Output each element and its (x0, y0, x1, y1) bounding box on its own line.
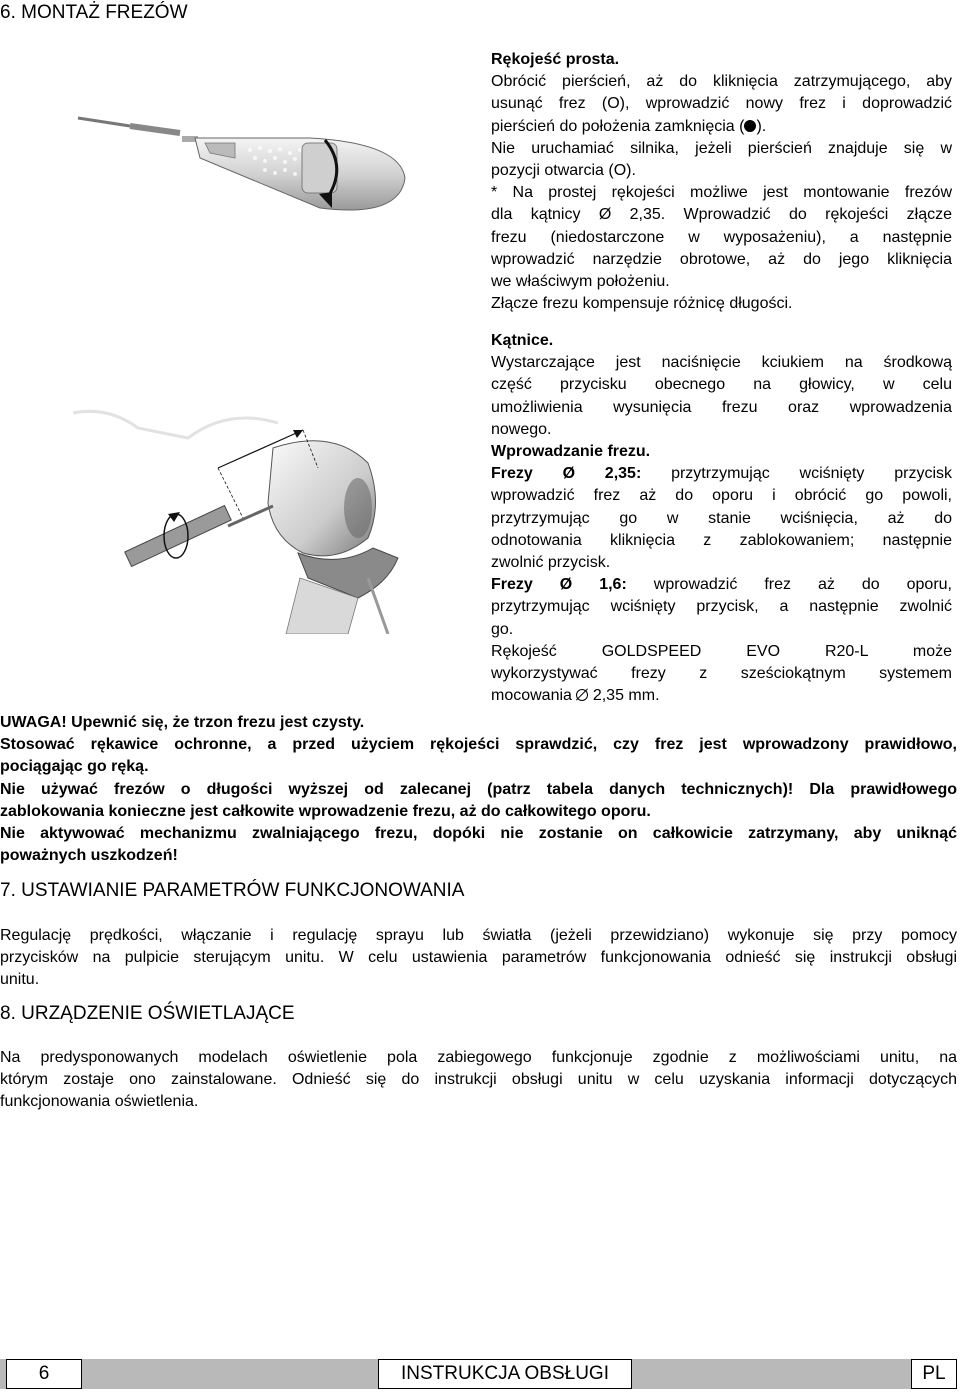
bur-235-line: przytrzymując go w stanie wciśnięcia, aż do (491, 509, 952, 527)
warning-line: poważnych uszkodzeń! (0, 847, 178, 865)
ring-closed-line (491, 116, 952, 138)
ring-closed-text: pierścień do położenia zamknięcia ( (491, 117, 745, 135)
straight-line: Złącze frezu kompensuje różnicę długości. (491, 295, 793, 313)
diameter-icon (576, 689, 588, 701)
straight-line: dla kątnicy Ø 2,35. Wprowadzić do rękojeści złącze (491, 206, 952, 224)
warning-line: Stosować rękawice ochronne, a przed użyciem rękojeści sprawdzić, czy frez jest wprowadzony prawidłowo, (0, 736, 957, 754)
contra-angle-section (491, 330, 952, 707)
section-7-line: Regulację prędkości, włączanie i regulację sprayu lub światła (jeżeli przewidziano) wykonuje się przy pomocy (0, 927, 957, 944)
straight-line: * Na prostej rękojeści możliwe jest montowanie frezów (491, 184, 952, 202)
bur-235-line: wprowadzić frez aż do oporu i obrócić go powoli, (491, 487, 952, 505)
section-7-line: przycisków na pulpicie sterującym unitu. W celu ustawienia parametrów funkcjonowania odnieść się instrukcji obsługi (0, 949, 957, 967)
straight-line: Obrócić pierścień, aż do kliknięcia zatrzymującego, aby (491, 73, 952, 91)
bur-235-line: zwolnić przycisk. (491, 554, 611, 572)
goldspeed-mount-text: mocowania (491, 687, 577, 705)
contra-angle-heading: Kątnice. (491, 332, 554, 349)
section-7-title: 7. USTAWIANIE PARAMETRÓW FUNKCJONOWANIA (0, 880, 465, 901)
warning-line: UWAGA! Upewnić się, że trzon frezu jest czysty. (0, 714, 365, 731)
straight-handpiece-illustration (70, 98, 420, 238)
ring-closed-text-end: ). (756, 117, 767, 135)
bur-16-first-line (491, 574, 952, 596)
goldspeed-line: Rękojeść GOLDSPEED EVO R20-L może (491, 642, 952, 660)
bur-16-label: Frezy Ø 1,6: (491, 576, 627, 594)
bur-235-line: odnotowania kliknięcia z zablokowaniem; następnie (491, 531, 952, 549)
footer-manual-title: INSTRUKCJA OBSŁUGI (378, 1359, 632, 1389)
straight-line: wprowadzić narzędzie obrotowe, aż do jego kliknięcia (491, 250, 952, 268)
bur-16-line: go. (491, 620, 514, 638)
contra-angle-illustration (68, 408, 418, 634)
warning-line: Nie aktywować mechanizmu zwalniającego frezu, dopóki nie zostanie on całkowicie zatrzymany, aby uniknąć (0, 825, 957, 843)
footer-language: PL (911, 1359, 957, 1389)
bur-235-label: Frezy Ø 2,35: (491, 465, 642, 483)
footer-shade (82, 1359, 378, 1389)
closed-ring-icon (744, 120, 756, 132)
section-6-title: 6. MONTAŻ FREZÓW (0, 2, 188, 23)
section-8-body (0, 1047, 957, 1114)
angle-line: umożliwienia wysunięcia frezu oraz wprowadzenia (491, 398, 952, 416)
straight-line: usunąć frez (O), wprowadzić nowy frez i doprowadzić (491, 95, 952, 113)
straight-line: frezu (niedostarczone w wyposażeniu), a następnie (491, 228, 952, 246)
bur-16-line: przytrzymując wciśnięty przycisk, a następnie zwolnić (491, 598, 952, 616)
section-8-title: 8. URZĄDZENIE OŚWIETLAJĄCE (0, 1003, 295, 1024)
warning-line: pociągając go ręką. (0, 758, 149, 776)
bur-insertion-heading: Wprowadzanie frezu. (491, 443, 651, 461)
section-8-line: którym zostaje ono zainstalowane. Odnieść się do instrukcji obsługi unitu w celu uzyskania informacji dotyczących (0, 1071, 957, 1089)
warning-line: Nie używać frezów o długości wyższej od zalecanej (patrz tabela danych technicznych)! Dla prawidłowego (0, 780, 957, 798)
straight-line: pozycji otwarcia (O). (491, 162, 636, 180)
goldspeed-line: wykorzystywać frezy z sześciokątnym systemem (491, 665, 952, 683)
section-7-line: unitu. (0, 971, 40, 989)
section-8-line: Na predysponowanych modelach oświetlenie pola zabiegowego funkcjonuje zgodnie z możliwościami unitu, na (0, 1049, 957, 1066)
angle-line: część przycisku obecnego na głowicy, w celu (491, 376, 952, 394)
goldspeed-size-text: 2,35 mm. (588, 687, 660, 705)
bur-16-text: wprowadzić frez aż do oporu, (626, 576, 953, 594)
straight-line: we właściwym położeniu. (491, 273, 670, 291)
straight-handpiece-heading: Rękojeść prosta. (491, 51, 620, 68)
section-7-body (0, 925, 957, 992)
footer-page-number: 6 (6, 1359, 82, 1389)
bur-235-text: przytrzymując wciśnięty przycisk (641, 465, 952, 483)
angle-line: Wystarczające jest naciśnięcie kciukiem na środkową (491, 354, 952, 372)
straight-handpiece-section (491, 49, 952, 315)
page-footer (0, 1359, 960, 1391)
goldspeed-last-line (491, 685, 952, 707)
straight-line: Nie uruchamiać silnika, jeżeli pierścień znajduje się w (491, 139, 952, 157)
bur-235-first-line (491, 463, 952, 485)
warning-line: zablokowania konieczne jest całkowite wprowadzenie frezu, aż do całkowitego oporu. (0, 802, 651, 820)
warning-block (0, 712, 957, 867)
angle-line: nowego. (491, 420, 552, 438)
section-8-line: funkcjonowania oświetlenia. (0, 1093, 199, 1111)
footer-shade (632, 1359, 911, 1389)
